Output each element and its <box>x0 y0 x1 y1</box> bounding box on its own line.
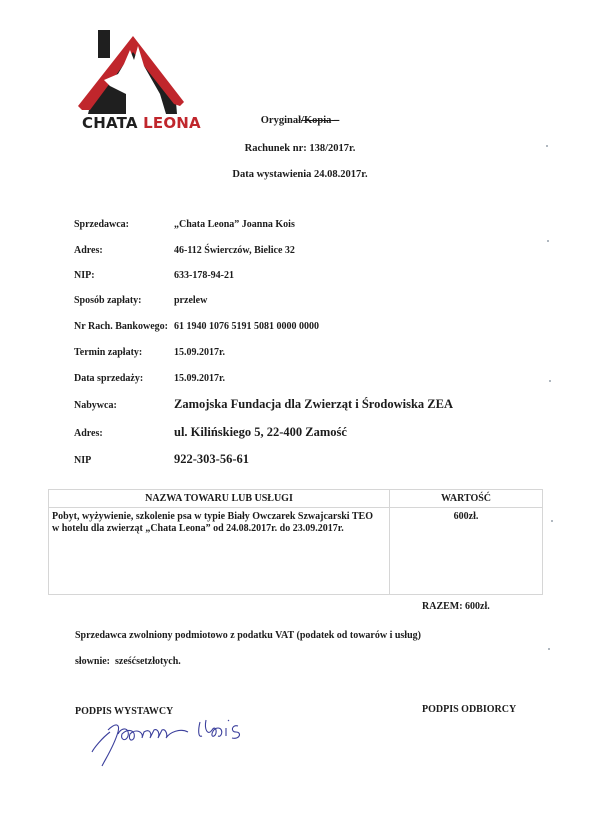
issuer-signature-label: PODPIS WYSTAWCY <box>75 706 174 717</box>
scan-speck <box>547 240 549 242</box>
original-copy-line <box>0 115 600 126</box>
scan-speck <box>548 648 550 650</box>
amount-in-words: słownie: sześćsetzłotych. <box>75 656 181 667</box>
payment-due-value: 15.09.2017r. <box>174 347 226 358</box>
bank-account-value: 61 1940 1076 5191 5081 0000 0000 <box>174 321 319 332</box>
buyer-value: Zamojska Fundacja dla Zwierząt i Środowiska ZEA <box>174 397 453 411</box>
copy-label-struck: /Kopia – <box>301 115 340 126</box>
vat-exemption-note: Sprzedawca zwolniony podmiotowo z podatku VAT (podatek od towarów i usług) <box>75 630 421 641</box>
buyer-nip-value: 922-303-56-61 <box>174 452 249 466</box>
scan-speck <box>551 520 553 522</box>
seller-nip-value: 633-178-94-21 <box>174 270 234 281</box>
table-row <box>49 508 543 595</box>
buyer-address-value: ul. Kilińskiego 5, 22-400 Zamość <box>174 425 347 439</box>
sale-date-value: 15.09.2017r. <box>174 373 226 384</box>
seller-address-value: 46-112 Świerczów, Bielice 32 <box>174 245 295 256</box>
invoice-number: Rachunek nr: 138/2017r. <box>244 143 356 154</box>
scan-speck <box>546 145 548 147</box>
payment-method-value: przelew <box>174 295 208 306</box>
logo-word-chata: CHATA <box>82 114 138 132</box>
items-table-header-row <box>49 490 543 508</box>
issuer-handwritten-signature <box>88 712 268 772</box>
bank-account-label: Nr Rach. Bankowego: <box>74 321 168 332</box>
original-label: Oryginał <box>260 115 302 126</box>
seller-nip-label: NIP: <box>74 270 95 281</box>
total-amount: RAZEM: 600zł. <box>422 601 490 612</box>
column-header-value: WARTOŚĆ <box>390 490 543 508</box>
sale-date-label: Data sprzedaży: <box>74 373 144 384</box>
buyer-address-label: Adres: <box>74 428 103 439</box>
buyer-label: Nabywca: <box>74 400 117 411</box>
signature-stroke-last-name <box>199 720 240 738</box>
item-name-cell <box>49 508 390 595</box>
seller-label: Sprzedawca: <box>74 219 129 230</box>
logo-word-leona: LEONA <box>143 114 201 132</box>
chimney-shape <box>98 30 110 58</box>
receiver-signature-label: PODPIS ODBIORCY <box>422 704 517 715</box>
item-name-line: Pobyt, wyżywienie, szkolenie psa w typie Biały Owczarek Szwajcarski TEO <box>52 511 374 522</box>
buyer-nip-label: NIP <box>74 455 92 466</box>
column-header-name: NAZWA TOWARU LUB USŁUGI <box>49 490 390 508</box>
payment-method-label: Sposób zapłaty: <box>74 295 142 306</box>
payment-due-label: Termin zapłaty: <box>74 347 143 358</box>
scan-speck <box>549 380 551 382</box>
seller-address-label: Adres: <box>74 245 103 256</box>
item-name-line: w hotelu dla zwierząt „Chata Leona” od 24.08.2017r. do 23.09.2017r. <box>52 523 344 534</box>
item-value-cell: 600zł. <box>390 508 543 595</box>
seller-value: „Chata Leona” Joanna Kois <box>174 219 295 230</box>
items-table <box>48 489 543 595</box>
issue-date: Data wystawienia 24.08.2017r. <box>232 169 368 180</box>
signature-stroke-first-name <box>92 725 188 766</box>
